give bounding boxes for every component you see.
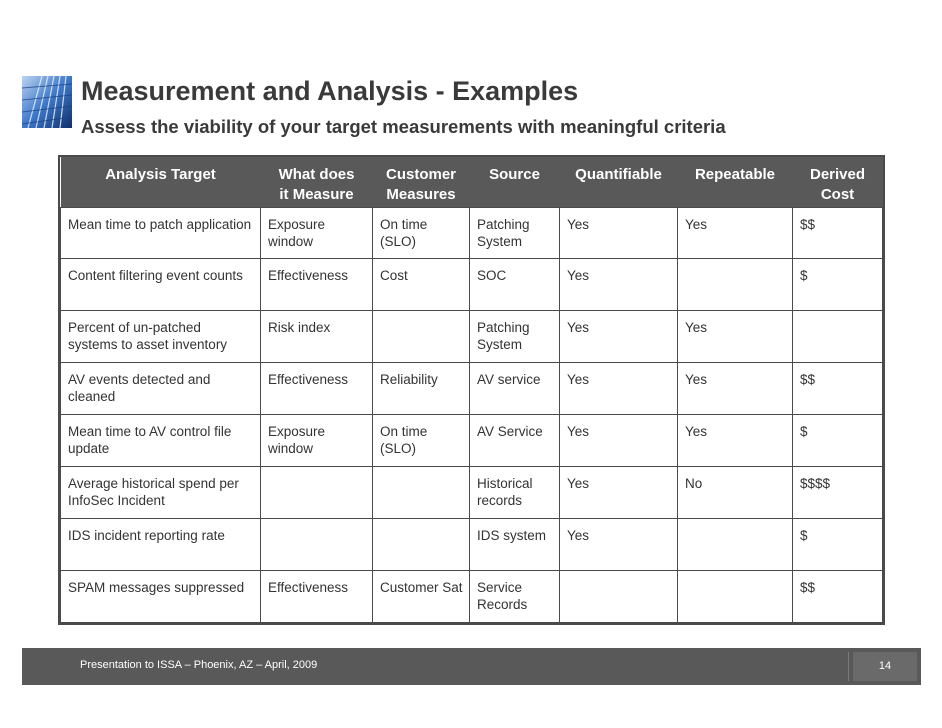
table-cell bbox=[678, 519, 793, 571]
table-cell: On time (SLO) bbox=[373, 415, 470, 467]
footer-bar bbox=[22, 648, 921, 685]
table-cell bbox=[560, 571, 678, 623]
table-cell bbox=[373, 467, 470, 519]
table-cell: $$$$ bbox=[793, 467, 883, 519]
table-cell bbox=[678, 259, 793, 311]
table-cell: Patching System bbox=[470, 207, 560, 259]
page-subtitle: Assess the viability of your target measurements with meaningful criteria bbox=[81, 116, 726, 137]
table-cell: AV events detected and cleaned bbox=[61, 363, 261, 415]
table-cell: $$ bbox=[793, 363, 883, 415]
table-cell bbox=[261, 467, 373, 519]
table-cell: $$ bbox=[793, 571, 883, 623]
table-cell: SOC bbox=[470, 259, 560, 311]
column-header: Customer Measures bbox=[373, 157, 470, 207]
table-cell: $ bbox=[793, 415, 883, 467]
table-cell: Yes bbox=[678, 207, 793, 259]
table-row bbox=[61, 207, 883, 259]
table-cell: Historical records bbox=[470, 467, 560, 519]
table-row bbox=[61, 363, 883, 415]
table-cell: Effectiveness bbox=[261, 363, 373, 415]
table-cell: Mean time to patch application bbox=[61, 207, 261, 259]
table-cell: Content filtering event counts bbox=[61, 259, 261, 311]
table-cell bbox=[373, 311, 470, 363]
table-row bbox=[61, 259, 883, 311]
table-cell: Yes bbox=[560, 363, 678, 415]
table-cell: Mean time to AV control file update bbox=[61, 415, 261, 467]
table-cell: IDS system bbox=[470, 519, 560, 571]
column-header: Repeatable bbox=[678, 157, 793, 207]
table-cell: AV Service bbox=[470, 415, 560, 467]
table-cell: Average historical spend per InfoSec Incident bbox=[61, 467, 261, 519]
table-cell: Yes bbox=[560, 311, 678, 363]
table-cell: Yes bbox=[678, 363, 793, 415]
table-cell: Customer Sat bbox=[373, 571, 470, 623]
table-cell: AV service bbox=[470, 363, 560, 415]
table-cell: Effectiveness bbox=[261, 571, 373, 623]
column-header: Derived Cost bbox=[793, 157, 883, 207]
table-cell: $ bbox=[793, 259, 883, 311]
table-row bbox=[61, 311, 883, 363]
column-header: Analysis Target bbox=[61, 157, 261, 207]
table-cell: Yes bbox=[560, 207, 678, 259]
building-logo-icon bbox=[22, 76, 72, 128]
table-row bbox=[61, 519, 883, 571]
table-cell: Reliability bbox=[373, 363, 470, 415]
table-cell: On time (SLO) bbox=[373, 207, 470, 259]
table-cell: Service Records bbox=[470, 571, 560, 623]
table-cell: Yes bbox=[560, 519, 678, 571]
table-row bbox=[61, 467, 883, 519]
column-header: Quantifiable bbox=[560, 157, 678, 207]
table-cell: Patching System bbox=[470, 311, 560, 363]
table-cell bbox=[261, 519, 373, 571]
table-cell bbox=[678, 571, 793, 623]
table-cell: Cost bbox=[373, 259, 470, 311]
table-cell bbox=[793, 311, 883, 363]
footer-text: Presentation to ISSA – Phoenix, AZ – April, 2009 bbox=[80, 659, 318, 671]
table-cell: Exposure window bbox=[261, 207, 373, 259]
table-cell: Percent of un-patched systems to asset inventory bbox=[61, 311, 261, 363]
page-title: Measurement and Analysis - Examples bbox=[81, 76, 579, 106]
table-row bbox=[61, 415, 883, 467]
table-cell: $$ bbox=[793, 207, 883, 259]
column-header: What does it Measure bbox=[261, 157, 373, 207]
table-cell: SPAM messages suppressed bbox=[61, 571, 261, 623]
examples-table bbox=[58, 155, 885, 625]
table-cell: IDS incident reporting rate bbox=[61, 519, 261, 571]
table-cell bbox=[373, 519, 470, 571]
table-cell: No bbox=[678, 467, 793, 519]
page-number: 14 bbox=[853, 652, 917, 681]
table-cell: Yes bbox=[560, 259, 678, 311]
table-cell: Yes bbox=[678, 311, 793, 363]
table-cell: Yes bbox=[560, 467, 678, 519]
table-cell: $ bbox=[793, 519, 883, 571]
table-cell: Exposure window bbox=[261, 415, 373, 467]
table-cell: Risk index bbox=[261, 311, 373, 363]
table-cell: Yes bbox=[560, 415, 678, 467]
footer-divider bbox=[848, 652, 849, 681]
column-header: Source bbox=[470, 157, 560, 207]
table-row bbox=[61, 571, 883, 623]
table-cell: Yes bbox=[678, 415, 793, 467]
table-cell: Effectiveness bbox=[261, 259, 373, 311]
table-header-row bbox=[61, 157, 883, 207]
